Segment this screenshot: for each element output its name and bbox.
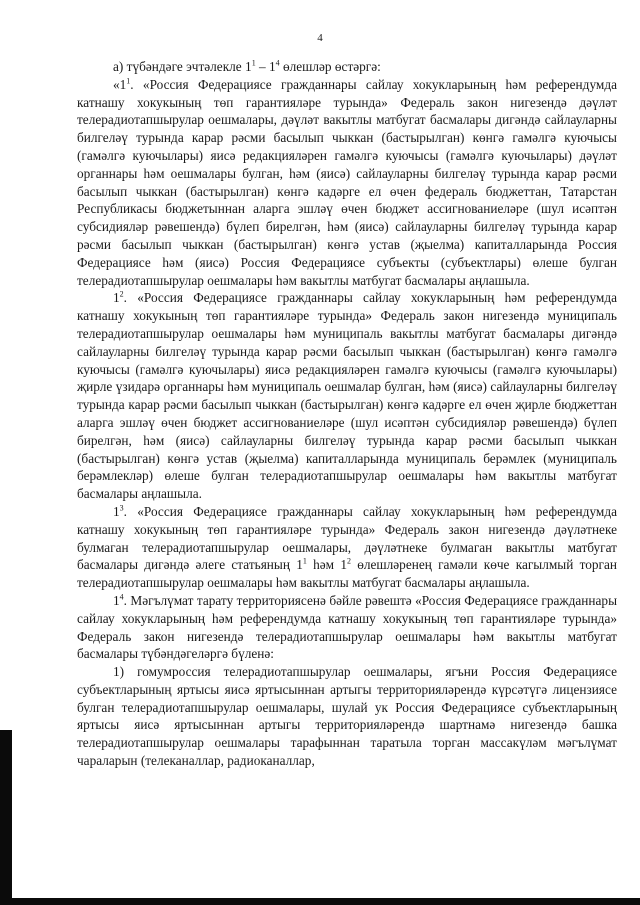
document-body bbox=[77, 58, 617, 770]
page-number: 4 bbox=[317, 32, 323, 44]
paragraph-1-2-number: 1 bbox=[113, 290, 120, 306]
paragraph-1-2-superscript: 2 bbox=[119, 289, 124, 299]
intro-superscript-2: 4 bbox=[275, 58, 280, 68]
intro-paragraph bbox=[77, 58, 617, 76]
paragraph-1-3-text-b: һәм 1 bbox=[306, 557, 347, 573]
scan-frame-left-edge bbox=[0, 730, 12, 905]
intro-end: өлешләр өстәргә: bbox=[279, 59, 381, 74]
paragraph-1-1 bbox=[77, 76, 617, 290]
list-item-1: 1) гомумроссия телерадиотапшырулар оешмалары, ягъни Россия Федерациясе субъектларының яртысы яисә яртысыннан артыгы территорияләрендә күрсәтүгә лицензиясе булган телерадиотапшырулар оешмалары, шулай ук Россия Федерациясе субъектларының яртысы яисә яртысыннан артыгы территорияләрендә шартнамә нигезендә башка телерадиотапшырулар оешмалары тарафыннан таратыла торган массакүләм мәгълүмат чараларын (телеканаллар, радиоканаллар, bbox=[77, 664, 617, 769]
scan-frame-bottom-edge bbox=[0, 898, 640, 905]
paragraph-1-3-text-c: өлешләренең гамәли көче кагылмый торган телерадиотапшырулар оешмалары һәм вакытлы матбугат басмалары аңлашыла. bbox=[77, 557, 617, 591]
intro-superscript-1: 1 bbox=[251, 58, 256, 68]
paragraph-1-3-ref-superscript-2: 2 bbox=[346, 556, 351, 566]
paragraph-1-3-number: 1 bbox=[113, 503, 120, 519]
intro-dash: – 1 bbox=[255, 59, 276, 74]
paragraph-1-4-text: . Мәгълүмат тарату территориясенә бәйле рәвештә «Россия Федерациясе гражданнары сайлау хокукларының һәм референдумда катнашу хокукының төп гарантияләре турында» Федераль закон нигезендә телерадиотапшырулар оешмалары һәм вакытлы матбугат басмалары түбәндәгеләргә бүленә: bbox=[77, 592, 617, 662]
paragraph-1-4-number: 1 bbox=[113, 592, 120, 608]
paragraph-1-2-text: . «Россия Федерациясе гражданнары сайлау хокукларының һәм референдумда катнашу хокукының төп гарантияләре турында» Федераль закон нигезендә муниципаль телерадиотапшырулар оешмалары һәм муниципаль вакытлы матбугат басмалары дигәндә сайлауларны билгеләү турында карар рәсми басылып чыккан (бастырылган) көнгә гамәлгә куючысы (гамәлгә куючылары) яисә редакцияләрен гамәлгә куючысы (гамәлгә куючылары) җирле үзидарә органнары һәм муниципаль оешмалар булган, һәм (яисә) сайлауларны билгеләү турында карар рәсми басылып чыккан (бастырылган) көнгә кадәрге ел өчен җирле бюджеттан аларга эшләү өчен бюджет ассигнованиеләре (шул исәптән субсидияләр рәвешендә) бүлеп бирелгән, һәм (яисә) сайлауларны билгеләү турында карар рәсми басылып чыккан (бастырылган) көнгә устав (җыелма) капиталларында муниципаль берәмлек (муниципаль берәмлекләр) өлеше булган телерадиотапшырулар оешмалары һәм вакытлы матбугат басмалары аңлашыла. bbox=[77, 290, 617, 502]
paragraph-1-3-text-a: . «Россия Федерациясе гражданнары сайлау хокукларының һәм референдумда катнашу хокукының төп гарантияләре турында» Федераль закон нигезендә дәүләтнеке булмаган телерадиотапшырулар оешмалары, дәүләтнеке булмаган вакытлы матбугат басмалары дигәндә әлеге статьяның 1 bbox=[77, 503, 617, 573]
paragraph-1-1-superscript: 1 bbox=[126, 76, 131, 86]
paragraph-1-3 bbox=[77, 503, 617, 592]
paragraph-1-3-ref-superscript-1: 1 bbox=[302, 556, 307, 566]
intro-text: а) түбәндәге эчтәлекле 1 bbox=[113, 59, 252, 74]
paragraph-1-4-superscript: 4 bbox=[119, 592, 124, 602]
paragraph-1-1-number: «1 bbox=[113, 76, 127, 92]
paragraph-1-4 bbox=[77, 592, 617, 663]
paragraph-1-1-text: . «Россия Федерациясе гражданнары сайлау хокукларының һәм референдумда катнашу хокукының төп гарантияләре турында» Федераль закон нигезендә дәүләт телерадиотапшырулар оешмалары, дәүләт вакытлы матбугат басмалары дигәндә сайлауларны билгеләү турында карар рәсми басылып чыккан (бастырылган) көнгә гамәлгә куючысы (гамәлгә куючылары) яисә редакцияләрен гамәлгә куючысы (гамәлгә куючылары) дәүләт органнары һәм оешмалары булган, һәм (яисә) сайлауларны билгеләү турында карар рәсми басылып чыккан (бастырылган) көнгә кадәрге ел өчен федераль бюджеттан, Татарстан Республикасы бюджетыннан аларга эшләү өчен бюджет ассигнованиеләре (шул исәптән субсидияләр рәвешендә) бүлеп бирелгән, һәм (яисә) сайлауларны билгеләү турында карар рәсми басылып чыккан (бастырылган) көнгә устав (җыелма) капиталларында Россия Федерациясе һәм (яисә) Россия Федерациясе субъекты (субъектлары) өлеше булган телерадиотапшырулар оешмалары һәм вакытлы матбугат басмалары аңлашыла. bbox=[77, 76, 617, 288]
paragraph-1-3-superscript: 3 bbox=[119, 503, 124, 513]
paragraph-1-2 bbox=[77, 289, 617, 503]
